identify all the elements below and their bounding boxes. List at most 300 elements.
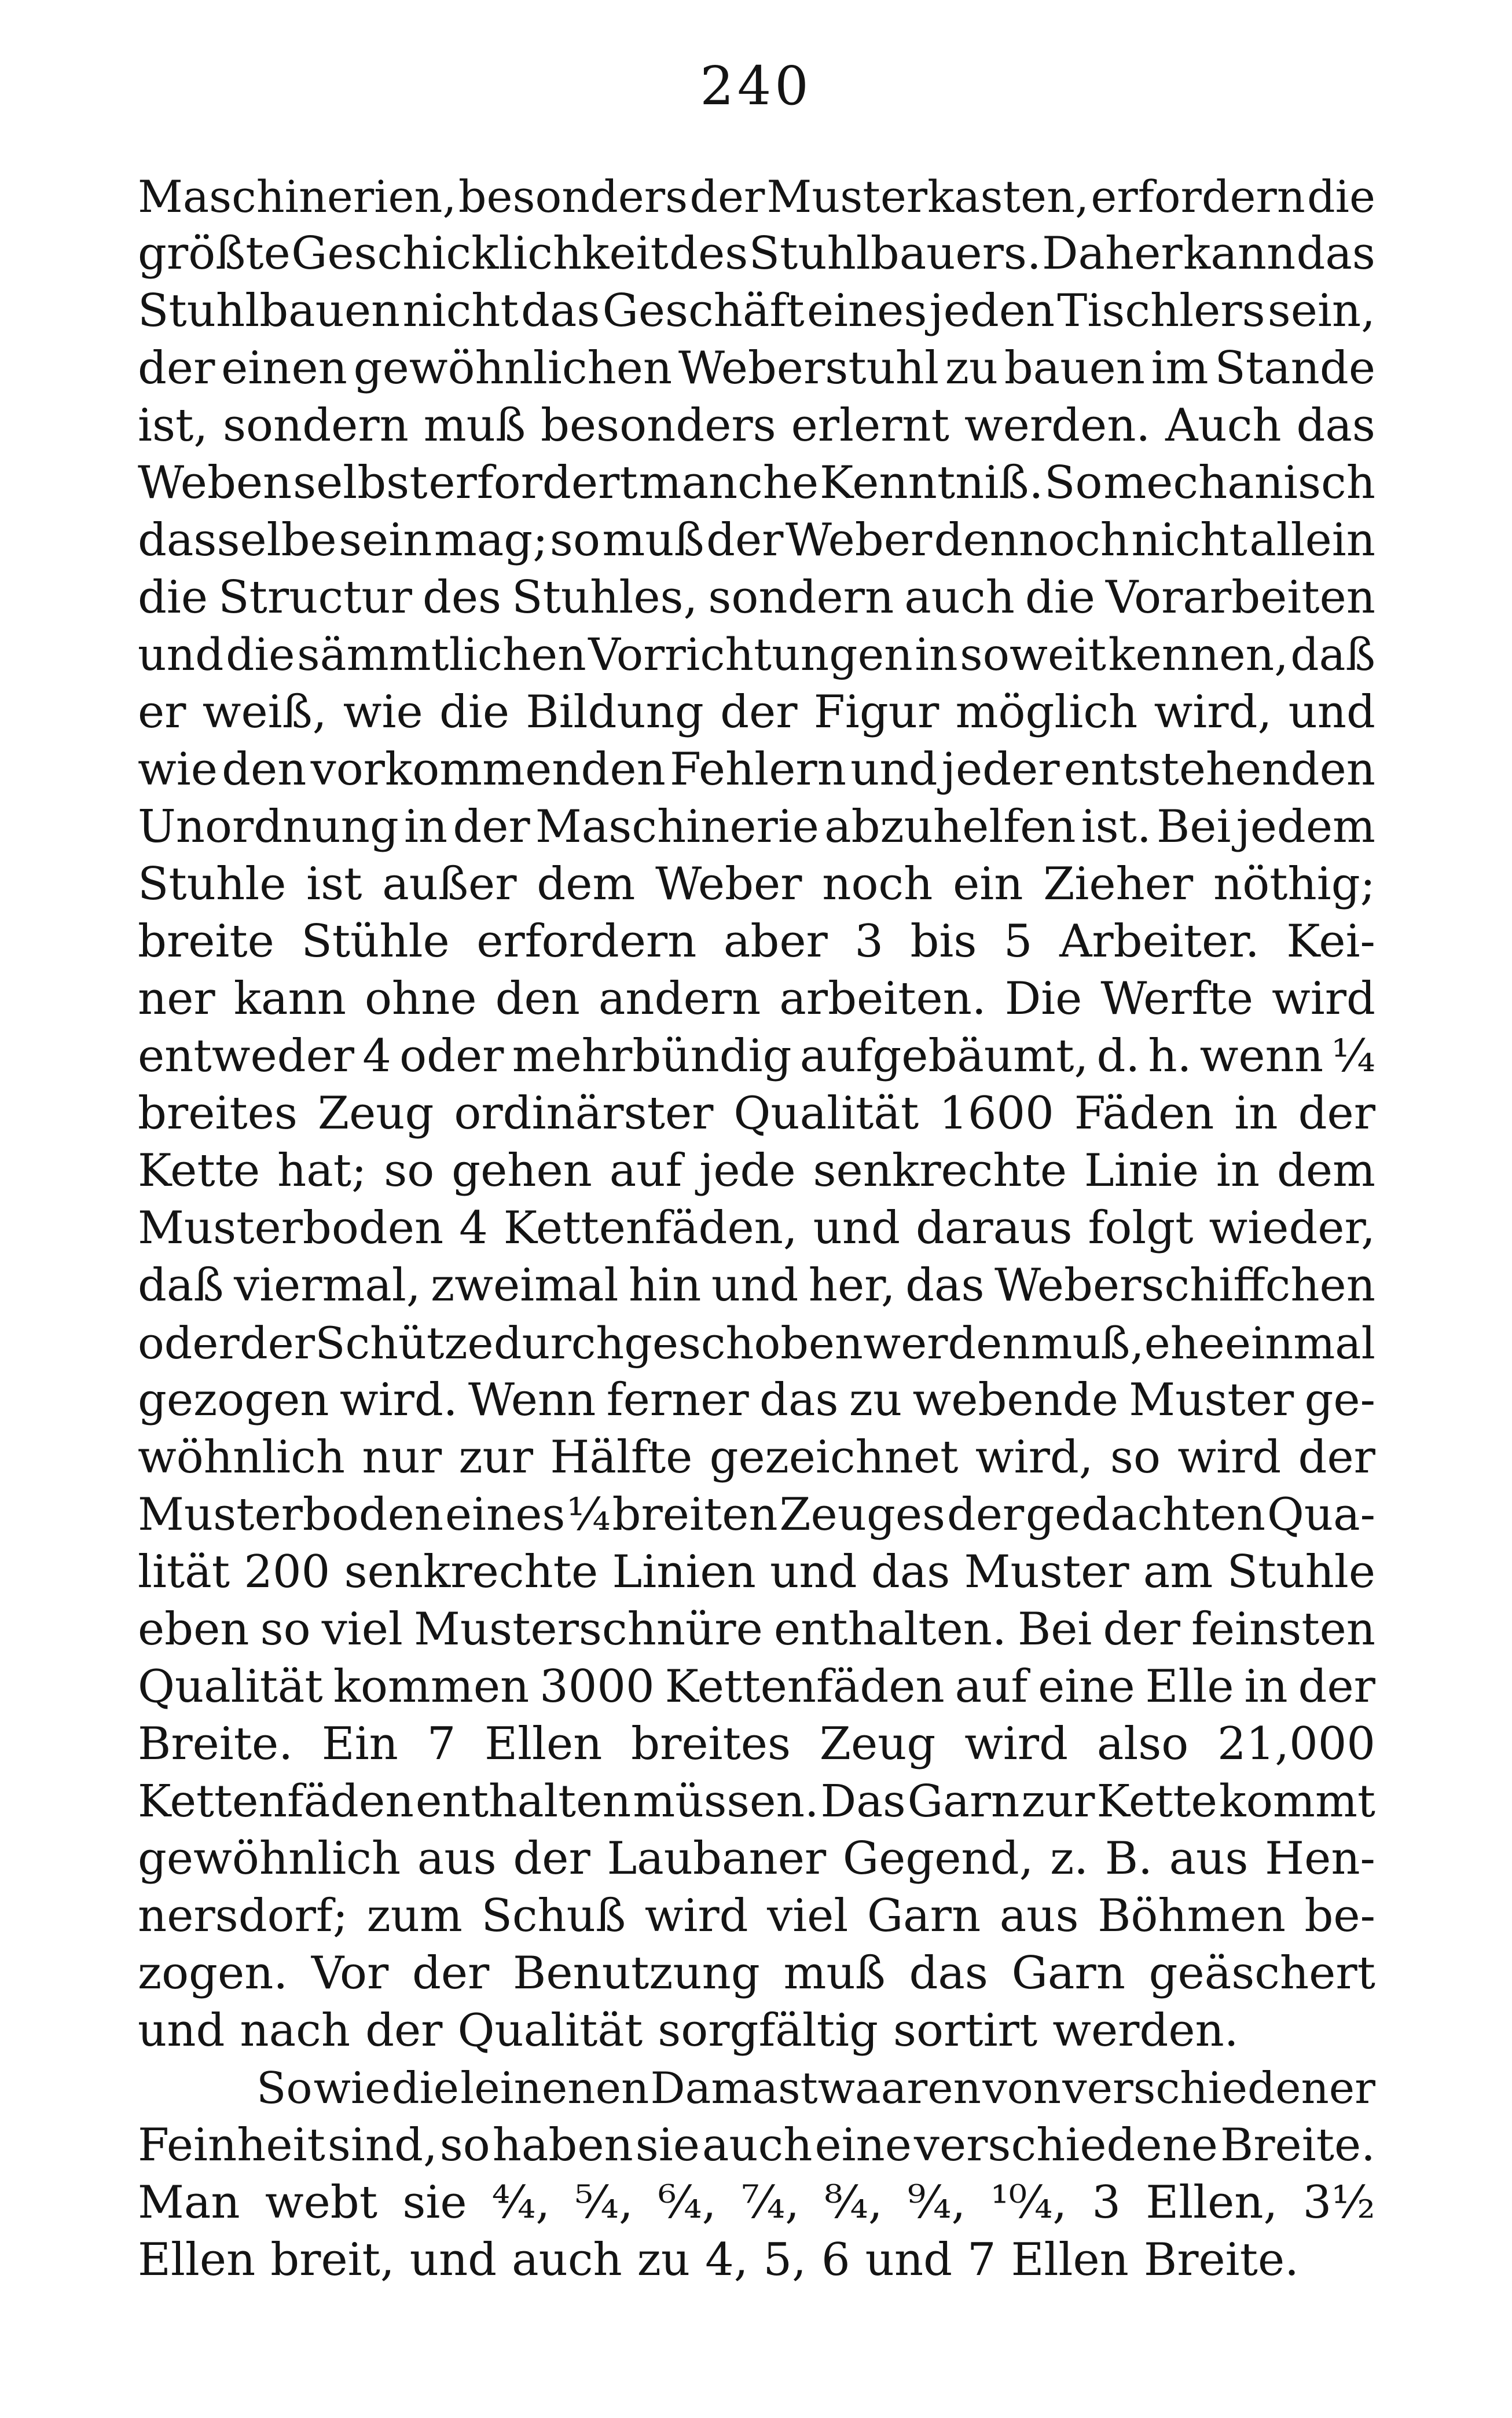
text-line xyxy=(138,1773,1375,1830)
word: ⁶⁄₄, xyxy=(658,2177,717,2229)
word: gewöhnlich xyxy=(138,1833,401,1885)
word: 4 xyxy=(459,1202,488,1254)
text-line xyxy=(138,1257,1375,1314)
word: Bildung xyxy=(526,686,704,738)
word: ein xyxy=(953,858,1023,910)
word: und xyxy=(850,743,938,796)
word: jeder xyxy=(941,743,1060,796)
word: Weben xyxy=(138,457,292,509)
word: der xyxy=(412,1947,490,1999)
word: be- xyxy=(1304,1890,1375,1942)
word: werden. xyxy=(1052,2005,1239,2057)
word: oder xyxy=(399,1030,504,1082)
word: Hen- xyxy=(1265,1833,1375,1885)
word: dennoch xyxy=(934,514,1129,566)
word: die xyxy=(138,571,208,624)
word: dem xyxy=(1276,1145,1375,1197)
text-line xyxy=(138,913,1375,970)
word: ferner xyxy=(606,1374,749,1426)
word: oder xyxy=(138,1317,240,1369)
word: enthalten xyxy=(415,1776,632,1827)
word: der xyxy=(706,514,784,566)
word: Fäden xyxy=(1074,1087,1214,1140)
word: Figur xyxy=(813,686,940,738)
word: abzuhelfen xyxy=(824,801,1076,853)
word: wird xyxy=(644,1890,748,1942)
word: eines xyxy=(806,285,927,337)
word: wird, xyxy=(975,1431,1093,1483)
word: ge- xyxy=(1304,1374,1375,1426)
word: eben xyxy=(138,1603,249,1655)
word: die xyxy=(1025,571,1095,624)
word: wieder, xyxy=(1209,1202,1375,1254)
word: nicht xyxy=(1131,514,1247,566)
word: Maschinerien, xyxy=(138,171,457,222)
word: der xyxy=(1298,1431,1375,1483)
word: Kettenfäden, xyxy=(503,1202,798,1254)
word: Stühle xyxy=(301,915,450,968)
text-line-paragraph-end xyxy=(138,2232,1375,2289)
word: den xyxy=(495,973,580,1025)
word: wird. xyxy=(339,1374,458,1426)
word: Zieher xyxy=(1043,858,1194,910)
word: die xyxy=(226,629,295,681)
word: feinsten xyxy=(1191,1603,1375,1655)
text-line xyxy=(138,1830,1375,1888)
word: ordinärster xyxy=(454,1087,714,1140)
text-line xyxy=(138,283,1375,340)
word: B. xyxy=(1104,1833,1153,1885)
word: selbst xyxy=(293,457,428,509)
word: und xyxy=(813,1202,901,1254)
word: 3 xyxy=(1092,2177,1121,2229)
word: Garn xyxy=(867,1890,981,1942)
text-line xyxy=(138,1486,1375,1544)
word: in xyxy=(1216,1145,1260,1197)
word: der xyxy=(946,1489,1025,1541)
word: gewöhnlichen xyxy=(353,342,673,394)
word: Musterboden xyxy=(138,1202,444,1254)
word: erfordern xyxy=(1091,171,1305,222)
word: sondern xyxy=(223,400,409,452)
text-line-paragraph-end xyxy=(138,2002,1375,2060)
word: geäschert xyxy=(1148,1947,1375,1999)
word: größte xyxy=(138,228,291,280)
word: der xyxy=(513,1833,590,1885)
word: sie xyxy=(635,2119,700,2171)
word: breit, xyxy=(270,2234,395,2286)
word: sondern xyxy=(708,571,894,624)
word: werden xyxy=(863,1317,1031,1369)
word: Garn xyxy=(1011,1947,1125,1999)
word: h. xyxy=(1148,1030,1192,1082)
word: Werfte xyxy=(1100,973,1253,1025)
word: so xyxy=(1110,1431,1161,1483)
text-line xyxy=(138,1200,1375,1257)
word: muß, xyxy=(1030,1317,1144,1369)
word: Breite. xyxy=(1143,2234,1299,2286)
text-line xyxy=(138,225,1375,283)
word: aus xyxy=(417,1833,497,1885)
word: der xyxy=(453,801,530,853)
word: zu xyxy=(637,2234,691,2286)
word: viermal, xyxy=(234,1259,421,1311)
text-line xyxy=(138,856,1375,913)
word: Weberschiffchen xyxy=(994,1259,1375,1311)
word: das xyxy=(909,1947,988,1999)
word: noch xyxy=(822,858,933,910)
word: breite xyxy=(138,915,274,968)
word: Auch xyxy=(1165,400,1282,452)
word: senkrechte xyxy=(344,1546,599,1598)
word: kann xyxy=(1183,228,1296,280)
text-line xyxy=(138,2174,1375,2232)
word: aufgebäumt, xyxy=(799,1030,1089,1082)
word: daß xyxy=(1290,629,1375,681)
text-line xyxy=(138,1888,1375,1945)
word: zweimal xyxy=(431,1259,619,1311)
word: wie xyxy=(343,686,423,738)
word: 6 xyxy=(821,2234,850,2286)
word: bis xyxy=(910,915,977,968)
word: in xyxy=(915,629,958,681)
word: hin xyxy=(628,1259,702,1311)
word: daß xyxy=(138,1259,224,1311)
word: eine xyxy=(1038,1661,1135,1713)
word: Ein xyxy=(321,1718,398,1770)
word: sorgfältig xyxy=(658,2005,878,2057)
word: auf xyxy=(955,1661,1028,1713)
word: Stuhle xyxy=(138,858,287,910)
word: 21,000 xyxy=(1217,1718,1375,1770)
word: sämmtlichen xyxy=(297,629,586,681)
word: den xyxy=(222,743,307,796)
word: jedem xyxy=(1236,801,1375,853)
word: der xyxy=(365,2005,443,2057)
word: sein xyxy=(339,514,432,566)
word: Feinheit xyxy=(138,2119,325,2171)
word: gezeichnet xyxy=(709,1431,959,1483)
word: Qualität xyxy=(733,1087,919,1140)
word: her, xyxy=(808,1259,896,1311)
word: Qua- xyxy=(1267,1489,1375,1541)
word: so xyxy=(439,2119,490,2171)
text-line xyxy=(138,1372,1375,1429)
word: nersdorf; xyxy=(138,1890,348,1942)
word: eine xyxy=(814,2119,912,2171)
text-line xyxy=(138,1658,1375,1716)
word: nach xyxy=(240,2005,351,2057)
word: Zeuges xyxy=(779,1489,946,1541)
word: kennen, xyxy=(1108,629,1289,681)
word: wird xyxy=(964,1718,1069,1770)
word: dasselbe xyxy=(138,514,337,566)
word: Damastwaaren xyxy=(650,2062,981,2113)
word: Ellen xyxy=(485,1718,603,1770)
word: vorkommenden xyxy=(310,743,666,796)
word: Zeug xyxy=(819,1718,936,1770)
word: Structur xyxy=(218,571,412,624)
word: kommen xyxy=(333,1661,530,1713)
word: ⁹⁄₄, xyxy=(907,2177,966,2229)
text-line xyxy=(138,798,1375,856)
word: Schütze xyxy=(315,1317,494,1369)
word: das xyxy=(871,1546,950,1598)
text-line xyxy=(138,1544,1375,1601)
word: sind, xyxy=(327,2119,438,2171)
word: Breite. xyxy=(138,1718,293,1770)
text-line xyxy=(138,741,1375,798)
word: Vorarbeiten xyxy=(1106,571,1375,624)
text-line xyxy=(138,569,1375,627)
word: in xyxy=(1244,1661,1288,1713)
word: der xyxy=(138,342,215,394)
word: kommt xyxy=(1219,1776,1375,1827)
word: wie xyxy=(313,2062,391,2113)
word: gedachten xyxy=(1025,1489,1266,1541)
word: Die xyxy=(1004,973,1082,1025)
word: Wenn xyxy=(468,1374,596,1426)
word: Stuhlbauers. xyxy=(748,228,1041,280)
word: zur xyxy=(1021,1776,1095,1827)
word: ¼ xyxy=(567,1489,611,1541)
word: Muster xyxy=(964,1546,1129,1598)
word: gezogen xyxy=(138,1374,329,1426)
word: entweder xyxy=(138,1030,355,1082)
text-line xyxy=(138,168,1375,225)
word: ¼ xyxy=(1331,1030,1375,1082)
word: wöhnlich xyxy=(138,1431,346,1483)
word: eines xyxy=(445,1489,566,1541)
word: das xyxy=(905,1259,985,1311)
word: sortirt xyxy=(893,2005,1038,2057)
word: und xyxy=(865,2234,953,2286)
word: verschiedener xyxy=(1062,2062,1375,2113)
word: ohne xyxy=(364,973,477,1025)
word: Laubaner xyxy=(607,1833,827,1885)
word: so xyxy=(384,1145,435,1197)
word: ⁸⁄₄, xyxy=(824,2177,883,2229)
word: erfordern xyxy=(476,915,697,968)
word: sein, xyxy=(1267,285,1375,337)
word: durchgeschoben xyxy=(493,1317,863,1369)
word: erlernt xyxy=(791,400,949,452)
text-line xyxy=(138,970,1375,1028)
text-line xyxy=(138,1429,1375,1486)
word: besonders xyxy=(540,400,776,452)
word: So xyxy=(1044,457,1103,509)
word: Musterboden xyxy=(138,1489,444,1541)
word: Man xyxy=(138,2177,240,2229)
word: 5 xyxy=(1003,915,1033,968)
word: 7 xyxy=(427,1718,456,1770)
word: hat; xyxy=(277,1145,367,1197)
word: zogen. xyxy=(138,1947,288,1999)
word: des xyxy=(669,228,748,280)
word: 3000 xyxy=(540,1661,655,1713)
word: der xyxy=(240,1317,315,1369)
word: und xyxy=(770,1546,857,1598)
word: 200 xyxy=(244,1546,331,1598)
word: leinenen xyxy=(460,2062,649,2113)
word: werden. xyxy=(964,400,1151,452)
word: 4 xyxy=(362,1030,391,1082)
word: breites xyxy=(631,1718,791,1770)
text-line xyxy=(138,1716,1375,1773)
word: und xyxy=(138,2005,225,2057)
word: der xyxy=(1298,1087,1375,1140)
word: Ellen, xyxy=(1146,2177,1278,2229)
word: auch xyxy=(512,2234,622,2286)
word: nöthig; xyxy=(1213,858,1375,910)
word: in xyxy=(1234,1087,1278,1140)
word: aber xyxy=(723,915,828,968)
text-line xyxy=(138,1142,1375,1200)
word: Stuhle xyxy=(1227,1546,1375,1598)
word: muß xyxy=(423,400,526,452)
word: Weber xyxy=(655,858,802,910)
word: Unordnung xyxy=(138,801,399,853)
word: gehen xyxy=(452,1145,592,1197)
word: wenn xyxy=(1199,1030,1324,1082)
word: 5, xyxy=(763,2234,806,2286)
word: das xyxy=(1296,400,1375,452)
word: Weber xyxy=(785,514,933,566)
word: außer xyxy=(382,858,517,910)
word: Arbeiter. xyxy=(1059,915,1260,968)
word: Kenntniß. xyxy=(820,457,1044,509)
word: auf xyxy=(609,1145,682,1197)
word: auch xyxy=(702,2119,813,2171)
word: Geschäft xyxy=(602,285,805,337)
word: und xyxy=(138,629,224,681)
word: das xyxy=(520,285,600,337)
word: ner xyxy=(138,973,215,1025)
text-line xyxy=(138,1028,1375,1085)
text-line-paragraph-start xyxy=(138,2060,1375,2117)
word: arbeiten. xyxy=(779,973,986,1025)
body-text xyxy=(138,168,1375,2289)
word: nur xyxy=(362,1431,442,1483)
word: Weberstuhl xyxy=(678,342,940,394)
text-line xyxy=(138,455,1375,512)
word: dem xyxy=(537,858,636,910)
word: entstehenden xyxy=(1063,743,1375,796)
word: breites xyxy=(138,1087,298,1140)
word: auch xyxy=(904,571,1015,624)
word: müssen. xyxy=(633,1776,819,1827)
word: Vor xyxy=(311,1947,389,1999)
word: ist. xyxy=(1081,801,1151,853)
word: webende xyxy=(912,1374,1118,1426)
word: so xyxy=(260,1603,311,1655)
word: so xyxy=(549,514,600,566)
word: viel xyxy=(321,1603,403,1655)
word: nicht xyxy=(402,285,519,337)
word: in xyxy=(403,801,448,853)
text-line xyxy=(138,512,1375,569)
word: kann xyxy=(233,973,346,1025)
word: der xyxy=(720,686,798,738)
word: Musterschnüre xyxy=(413,1603,763,1655)
word: jeden xyxy=(929,285,1055,337)
word: haben xyxy=(492,2119,633,2171)
word: Bei xyxy=(1017,1603,1092,1655)
text-line xyxy=(138,1314,1375,1372)
word: und xyxy=(409,2234,497,2286)
word: zum xyxy=(366,1890,463,1942)
word: soweit xyxy=(960,629,1107,681)
word: besonders xyxy=(458,171,688,222)
word: ⁷⁄₄, xyxy=(741,2177,799,2229)
word: muß xyxy=(783,1947,886,1999)
word: Stuhlbauen xyxy=(138,285,401,337)
word: wie xyxy=(138,743,218,796)
word: Elle xyxy=(1145,1661,1234,1713)
word: Tischlers xyxy=(1057,285,1265,337)
word: aus xyxy=(999,1890,1079,1942)
word: Stande xyxy=(1214,342,1375,394)
word: manche xyxy=(638,457,819,509)
word: Kettenfäden xyxy=(138,1776,414,1827)
word: wird, xyxy=(1154,686,1272,738)
text-line xyxy=(138,2117,1375,2174)
word: Linien xyxy=(612,1546,756,1598)
word: von xyxy=(982,2062,1062,2113)
word: wird xyxy=(1272,973,1375,1025)
word: sie xyxy=(402,2177,467,2229)
word: 1600 xyxy=(939,1087,1054,1140)
word: ehe xyxy=(1144,1317,1225,1369)
word: zu xyxy=(945,342,999,394)
word: er xyxy=(138,686,186,738)
text-line xyxy=(138,397,1375,455)
word: weiß, xyxy=(202,686,327,738)
word: Kette xyxy=(1096,1776,1217,1827)
word: ¹⁰⁄₄, xyxy=(990,2177,1067,2229)
word: 4, xyxy=(705,2234,748,2286)
word: Zeug xyxy=(317,1087,434,1140)
text-line xyxy=(138,627,1375,684)
word: also xyxy=(1096,1718,1189,1770)
word: lität xyxy=(138,1546,230,1598)
word: daraus xyxy=(915,1202,1073,1254)
word: bauen xyxy=(1004,342,1145,394)
word: Hälfte xyxy=(550,1431,693,1483)
word: breiten xyxy=(612,1489,778,1541)
word: Kettenfäden xyxy=(665,1661,945,1713)
word: einen xyxy=(221,342,347,394)
word: der xyxy=(1298,1661,1375,1713)
word: Stuhles, xyxy=(512,571,698,624)
word: und xyxy=(1288,686,1375,738)
word: 3½ xyxy=(1302,2177,1375,2229)
word: und xyxy=(711,1259,799,1311)
word: Musterkasten, xyxy=(766,171,1089,222)
word: 3 xyxy=(854,915,883,968)
word: Muster xyxy=(1129,1374,1294,1426)
text-line xyxy=(138,1601,1375,1658)
word: der xyxy=(689,171,765,222)
word: verschiedene xyxy=(913,2119,1218,2171)
word: z. xyxy=(1050,1833,1089,1885)
word: wird xyxy=(1177,1431,1282,1483)
word: Schuß xyxy=(481,1890,626,1942)
word: aus xyxy=(1169,1833,1249,1885)
word: So xyxy=(256,2062,313,2113)
word: die xyxy=(1307,171,1375,222)
word: mechanisch xyxy=(1103,457,1375,509)
